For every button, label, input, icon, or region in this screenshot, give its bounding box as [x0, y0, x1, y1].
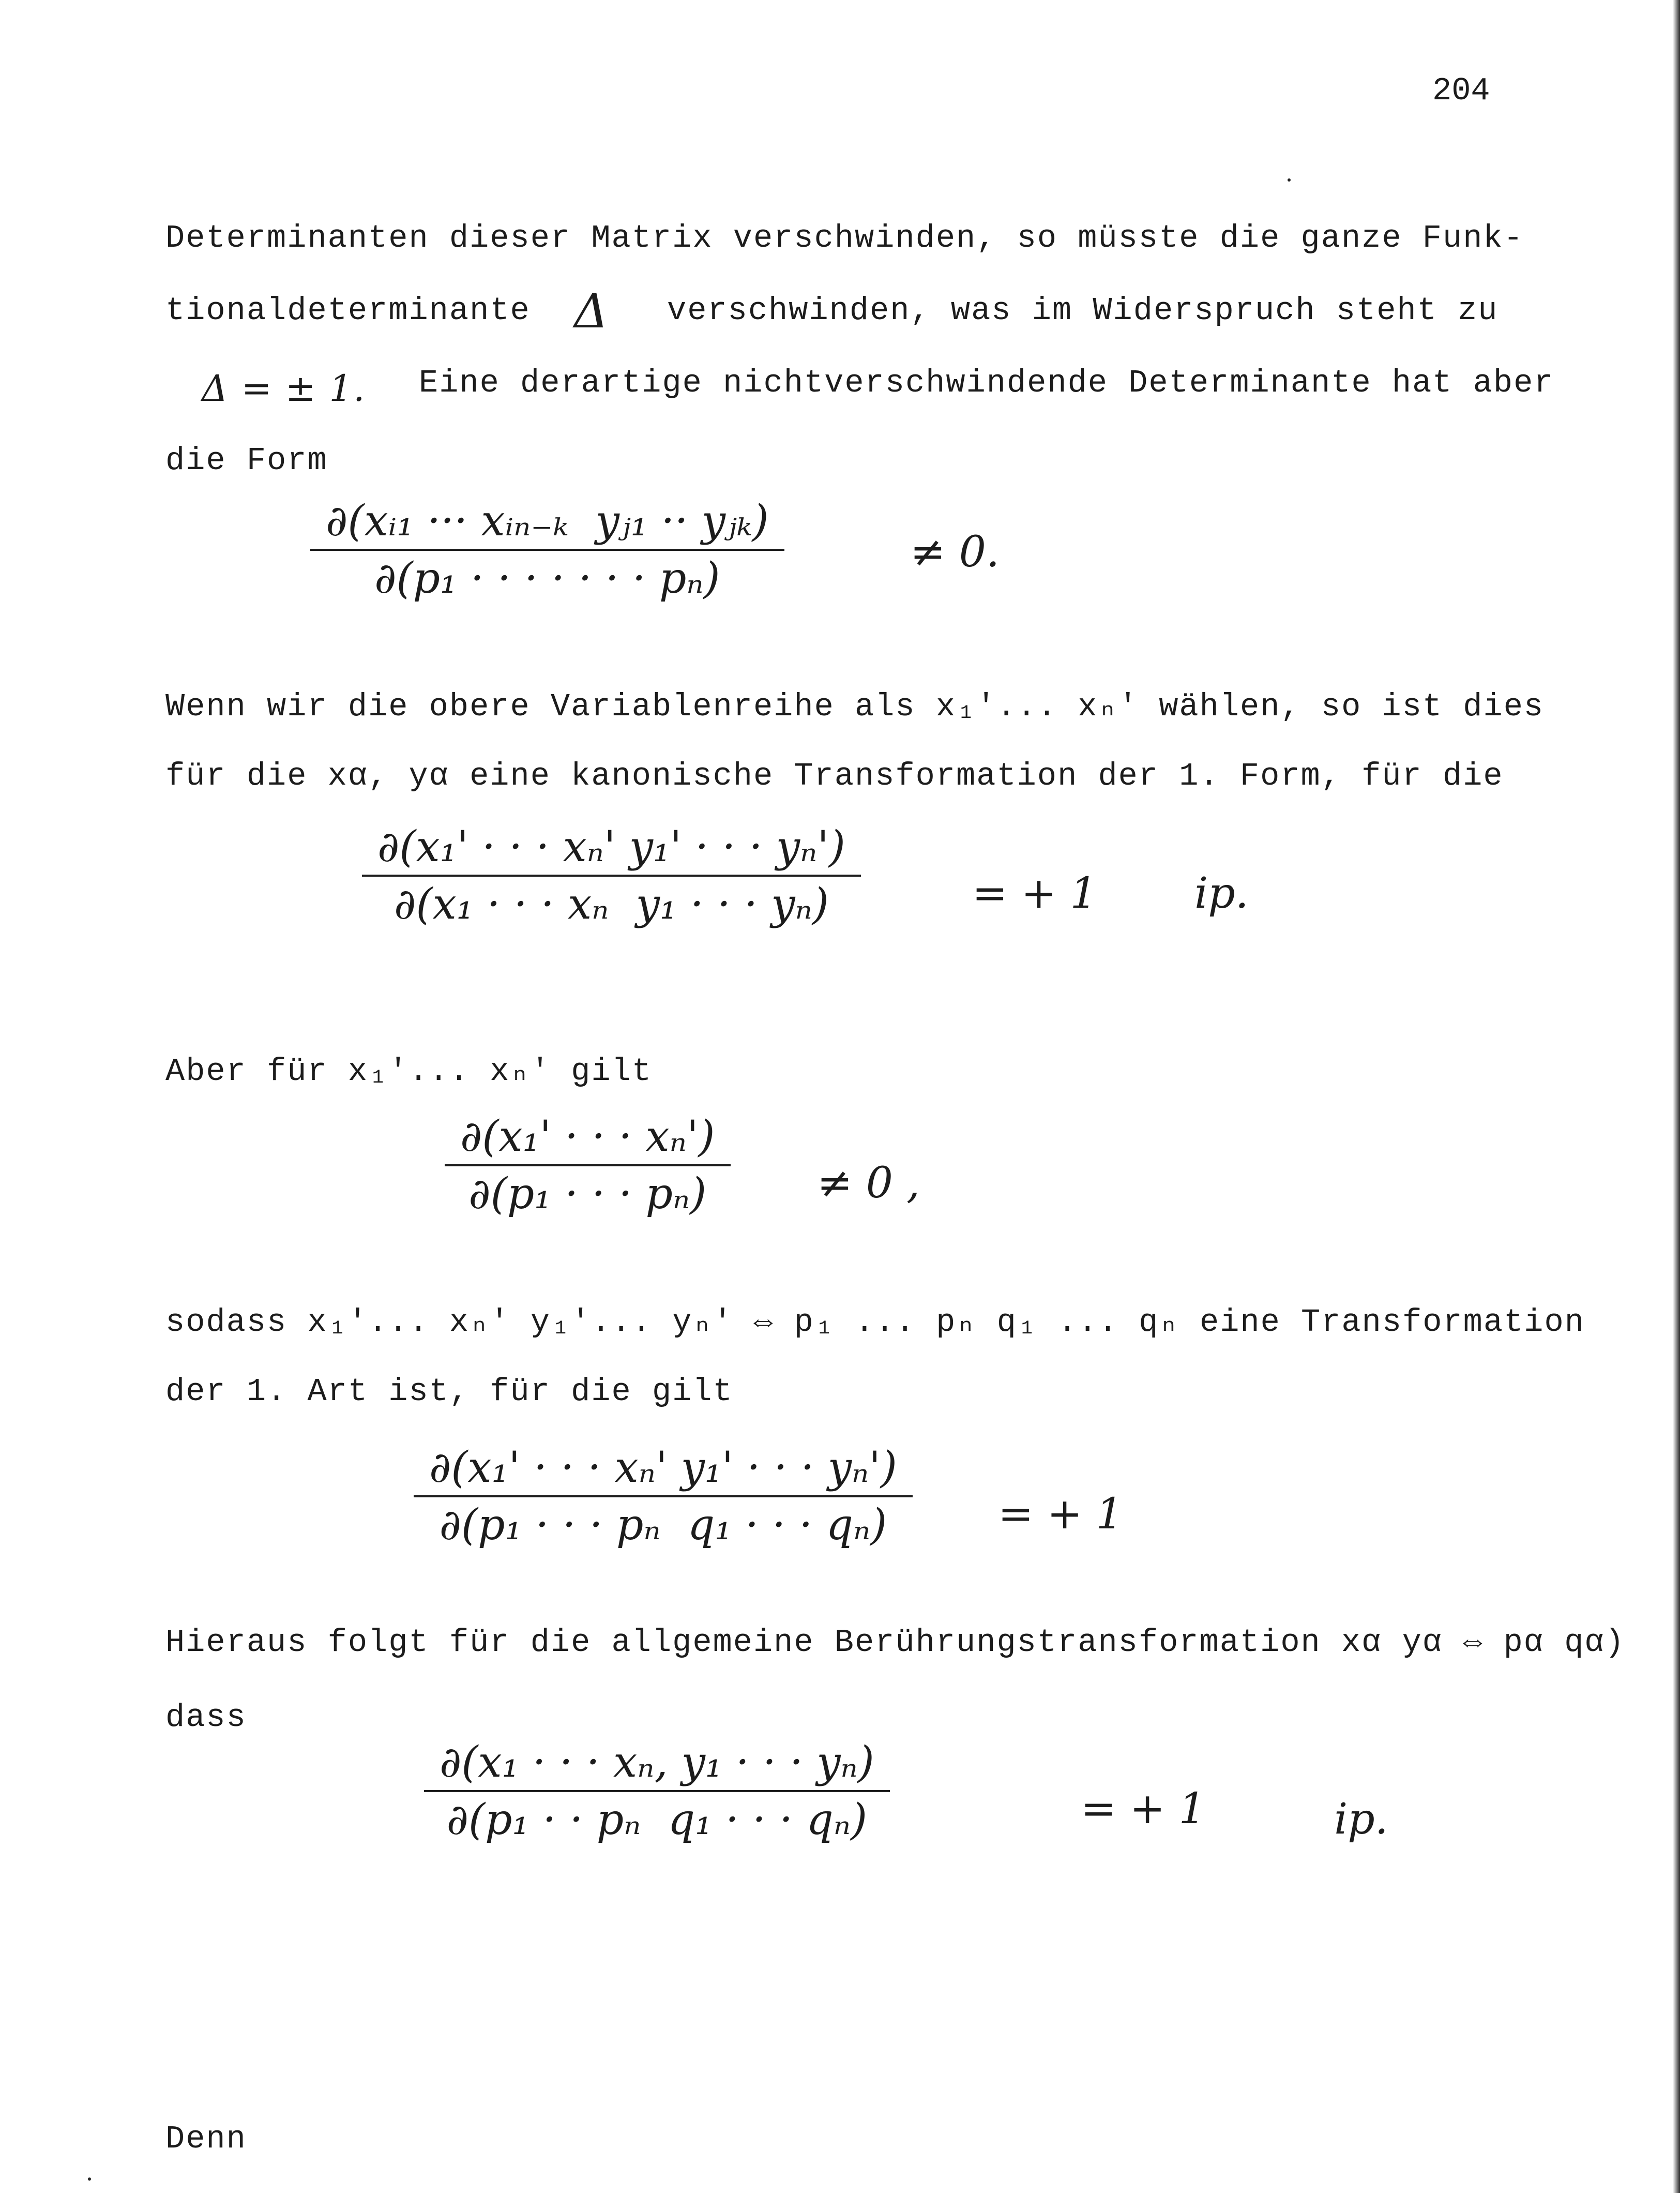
formula-5-note: ip. [1334, 1795, 1388, 1844]
formula-3 [445, 1112, 731, 1219]
formula-5 [424, 1738, 890, 1844]
formula-5-relation: = + 1 [1081, 1784, 1206, 1834]
formula-4-denominator: ∂(p₁ · · · pₙ q₁ · · · qₙ) [439, 1500, 887, 1550]
formula-2-relation: = + 1 [972, 869, 1097, 918]
formula-4-relation: = + 1 [998, 1490, 1123, 1539]
formula-5-denominator: ∂(p₁ · · pₙ q₁ · · · qₙ) [446, 1795, 868, 1844]
fraction-bar [424, 1790, 890, 1792]
text-line-2b: verschwinden, was im Widerspruch steht zu [667, 292, 1499, 329]
delta-equation: Δ = ± 1. [202, 367, 366, 410]
text-line-4: die Form [165, 442, 328, 479]
text-line-6: für die xα, yα eine kanonische Transformation der 1. Form, für die [165, 758, 1504, 794]
fraction-bar [310, 549, 784, 551]
fraction-bar [362, 875, 861, 877]
formula-5-numerator: ∂(x₁ · · · xₙ, y₁ · · · yₙ) [440, 1738, 874, 1787]
formula-2-denominator: ∂(x₁ · · · xₙ y₁ · · · yₙ) [394, 880, 829, 929]
formula-1-numerator: ∂(xᵢ₁ ··· xᵢₙ₋ₖ yⱼ₁ ·· yⱼₖ) [326, 497, 769, 546]
text-line-5: Wenn wir die obere Variablenreihe als x₁'... xₙ' wählen, so ist dies [165, 688, 1545, 725]
formula-1 [310, 497, 784, 603]
text-line-10: Hieraus folgt für die allgemeine Berührungstransformation xα yα ⇔ pα qα) [165, 1624, 1625, 1661]
formula-2-note: ip. [1194, 869, 1249, 918]
text-line-12: Denn [165, 2121, 247, 2157]
text-line-9: der 1. Art ist, für die gilt [165, 1373, 733, 1410]
formula-3-numerator: ∂(x₁' · · · xₙ') [460, 1112, 715, 1161]
formula-3-denominator: ∂(p₁ · · · pₙ) [468, 1169, 707, 1219]
formula-1-denominator: ∂(p₁ · · · · · · · pₙ) [374, 554, 720, 603]
page-number: 204 [1432, 72, 1490, 109]
speck-mark [88, 2177, 91, 2181]
text-line-2a: tionaldeterminante [165, 292, 531, 329]
formula-3-relation: ≠ 0 , [817, 1159, 920, 1208]
text-line-8: sodass x₁'... xₙ' y₁'... yₙ' ⇔ p₁ ... pₙ q₁ ... qₙ eine Transformation [165, 1304, 1585, 1341]
text-line-3: Eine derartige nichtverschwindende Determinante hat aber [419, 365, 1554, 401]
text-line-11: dass [165, 1699, 247, 1736]
formula-2-numerator: ∂(x₁' · · · xₙ' y₁' · · · yₙ') [377, 822, 845, 872]
page-edge-shadow [1673, 0, 1680, 2193]
formula-4 [414, 1443, 913, 1550]
formula-1-relation: ≠ 0. [910, 528, 1000, 577]
text-line-7: Aber für x₁'... xₙ' gilt [165, 1053, 653, 1090]
fraction-bar [445, 1164, 731, 1166]
fraction-bar [414, 1495, 913, 1497]
speck-mark [1288, 178, 1291, 182]
formula-2 [362, 822, 861, 929]
formula-4-numerator: ∂(x₁' · · · xₙ' y₁' · · · yₙ') [429, 1443, 897, 1492]
delta-symbol: Δ [574, 283, 610, 339]
text-line-1: Determinanten dieser Matrix verschwinden, so müsste die ganze Funk- [165, 220, 1524, 257]
